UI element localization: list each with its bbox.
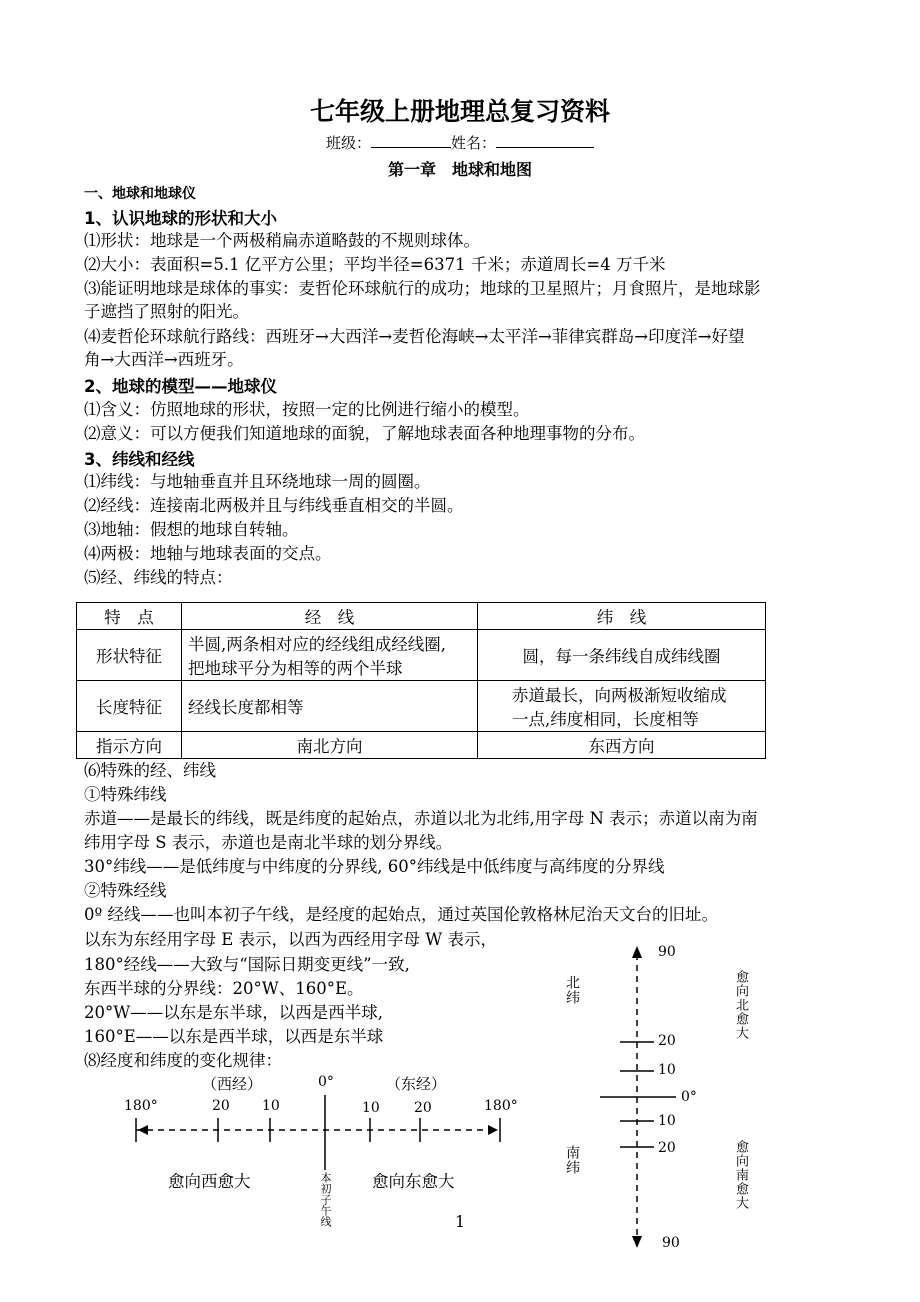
text-line: ⑸经、纬线的特点：	[84, 568, 233, 587]
text-line: 赤道——是最长的纬线，既是纬度的起始点，赤道以北为北纬,用字母 N 表示；赤道以南为南	[84, 809, 758, 828]
tick-label: 0°	[681, 1089, 697, 1105]
east-longitude-label: （东经）	[386, 1075, 447, 1093]
table-header-row	[77, 603, 766, 630]
table-cell: 形状特征	[77, 630, 182, 681]
text-line: 以东为东经用字母 E 表示，以西为西经用字母 W 表示，	[84, 930, 497, 949]
page-title: 七年级上册地理总复习资料	[309, 97, 610, 126]
text-line: ⑴纬线：与地轴垂直并且环绕地球一周的圆圈。	[84, 472, 431, 491]
table-row	[77, 732, 766, 759]
tick-label: 90	[658, 944, 676, 960]
cell-line: 赤道最长，向两极渐短收缩成	[512, 686, 727, 705]
table-row	[77, 630, 766, 681]
table-header-cell: 纬 线	[478, 603, 766, 630]
table-cell: 南北方向	[182, 732, 478, 759]
tick-label: 10	[362, 1100, 380, 1116]
north-arrowhead-icon	[632, 946, 642, 958]
heading-shape-size: 1、认识地球的形状和大小	[84, 209, 277, 228]
east-arrowhead-icon	[488, 1125, 498, 1135]
text-line: 0º 经线——也叫本初子午线，是经度的起始点，通过英国伦敦格林尼治天文台的旧址。	[84, 905, 719, 924]
text-line: ⑷两极：地轴与地球表面的交点。	[84, 544, 332, 563]
tick-label: 10	[262, 1098, 280, 1114]
table-cell: 圆，每一条纬线自成纬线圈	[478, 630, 766, 681]
table-cell	[478, 681, 766, 732]
class-blank	[371, 132, 451, 148]
west-longitude-label: （西经）	[202, 1075, 263, 1093]
table-cell: 东西方向	[478, 732, 766, 759]
name-blank	[496, 132, 594, 148]
text-line: 20°W——以东是东半球，以西是西半球,	[84, 1003, 383, 1022]
heading-globe-model: 2、地球的模型——地球仪	[84, 377, 277, 396]
south-rule-text: 愈向南愈大	[733, 1140, 748, 1210]
tick-label: 180°	[124, 1098, 158, 1114]
text-line: 30°纬线——是低纬度与中纬度的分界线, 60°纬线是中低纬度与高纬度的分界线	[84, 857, 665, 876]
class-name-line	[0, 132, 920, 153]
text-line: 160°E——以东是西半球，以西是东半球	[84, 1027, 384, 1046]
tick-label: 20	[212, 1098, 230, 1114]
table-row	[77, 681, 766, 732]
north-latitude-label: 北纬	[564, 975, 580, 1005]
table-cell: 指示方向	[77, 732, 182, 759]
text-line: 东西半球的分界线：20°W、160°E。	[84, 979, 364, 998]
east-rule-text: 愈向东愈大	[372, 1172, 455, 1191]
zero-longitude-label: 0°	[318, 1074, 334, 1090]
page-number: 1	[455, 1212, 466, 1231]
class-label: 班级：	[325, 134, 371, 152]
text-line: 180°经线——大致与“国际日期变更线”一致,	[84, 955, 410, 974]
text-line: ⑵大小：表面积=5.1 亿平方公里；平均半径=6371 千米；赤道周长=4 万千米	[84, 255, 666, 274]
tick-label: 90	[662, 1235, 680, 1251]
text-line: ⑴含义：仿照地球的形状，按照一定的比例进行缩小的模型。	[84, 400, 530, 419]
text-line: 角→大西洋→西班牙。	[84, 350, 244, 369]
text-line: ⑵经线：连接南北两极并且与纬线垂直相交的半圆。	[84, 496, 464, 515]
west-rule-text: 愈向西愈大	[168, 1172, 251, 1191]
prime-meridian-label: 本初子午线	[319, 1172, 332, 1227]
tick-label: 10	[658, 1113, 676, 1129]
text-line: ⑴形状：地球是一个两极稍扁赤道略鼓的不规则球体。	[84, 231, 480, 250]
text-line: ⑵意义：可以方便我们知道地球的面貌，了解地球表面各种地理事物的分布。	[84, 424, 645, 443]
west-arrowhead-icon	[138, 1125, 148, 1135]
table-cell: 经线长度都相等	[182, 681, 478, 732]
heading-lat-lon: 3、纬线和经线	[84, 450, 195, 469]
tick-label: 10	[658, 1062, 676, 1078]
south-latitude-label: 南纬	[564, 1145, 580, 1175]
text-line: ⑻经度和纬度的变化规律：	[84, 1051, 282, 1070]
text-line: 纬用字母 S 表示，赤道也是南北半球的划分界线。	[84, 833, 453, 852]
text-line: ⑹特殊的经、纬线	[84, 761, 216, 780]
text-line: ②特殊经线	[84, 881, 167, 900]
text-line: ⑷麦哲伦环球航行路线：西班牙→大西洋→麦哲伦海峡→太平洋→菲律宾群岛→印度洋→好望	[84, 327, 745, 346]
cell-line: 一点,纬度相同，长度相等	[512, 710, 699, 729]
table-cell: 长度特征	[77, 681, 182, 732]
text-line: ⑶地轴：假想的地球自转轴。	[84, 520, 299, 539]
lat-lon-feature-table	[76, 602, 766, 759]
tick-label: 20	[414, 1100, 432, 1116]
table-header-cell: 特 点	[77, 603, 182, 630]
longitude-axis-diagram	[120, 1090, 520, 1170]
text-line: ①特殊纬线	[84, 785, 167, 804]
north-rule-text: 愈向北愈大	[733, 970, 748, 1040]
table-header-cell: 经 线	[182, 603, 478, 630]
south-arrowhead-icon	[632, 1236, 642, 1248]
cell-line: 把地球平分为相等的两个半球	[188, 659, 403, 678]
section-heading: 一、地球和地球仪	[84, 186, 196, 202]
text-line: ⑶能证明地球是球体的事实：麦哲伦环球航行的成功；地球的卫星照片；月食照片，是地球影	[84, 279, 761, 298]
name-label: 姓名：	[451, 134, 497, 152]
chapter-heading: 第一章 地球和地图	[387, 160, 532, 179]
table-cell	[182, 630, 478, 681]
cell-line: 半圆,两条相对应的经线组成经线圈,	[188, 635, 446, 654]
text-line: 子遮挡了照射的阳光。	[84, 302, 249, 321]
tick-label: 20	[658, 1033, 676, 1049]
tick-label: 20	[658, 1140, 676, 1156]
tick-label: 180°	[484, 1098, 518, 1114]
